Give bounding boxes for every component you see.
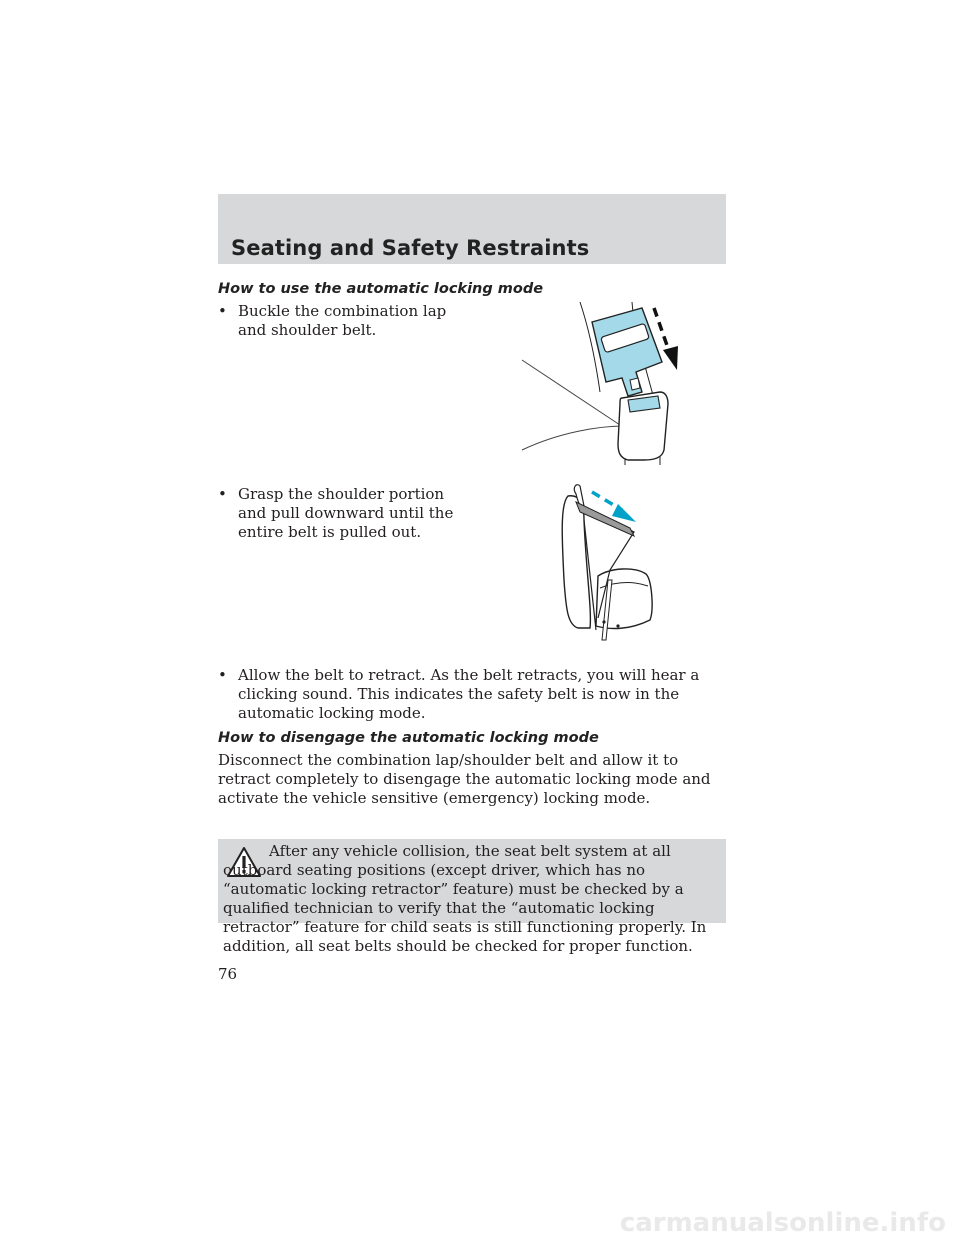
bullet-dot: • xyxy=(218,302,227,320)
disengage-heading: How to disengage the automatic locking mode xyxy=(218,730,599,746)
warning-text: After any vehicle collision, the seat belt system at all outboard seating positions (except driver, which has no “automatic locking retractor” feature) must be checked by a qualified technician to verify that the “automatic locking retractor” feature for child seats is still functioning properly. In addition, all seat belts should be checked for proper function. xyxy=(223,842,707,955)
watermark: carmanualsonline.info xyxy=(619,1208,946,1238)
seat-illustration xyxy=(550,480,710,645)
bullet-dot: • xyxy=(218,485,227,503)
bullet-buckle xyxy=(218,302,468,340)
bullet-text: Buckle the combination lap and shoulder belt. xyxy=(238,302,447,339)
bullet-retract xyxy=(218,666,726,723)
disengage-paragraph: Disconnect the combination lap/shoulder belt and allow it to retract completely to disengage the automatic locking mode and activate the vehicle sensitive (emergency) locking mode. xyxy=(218,751,711,807)
use-heading: How to use the automatic locking mode xyxy=(218,281,544,297)
page-number: 76 xyxy=(218,965,238,983)
section-title: Seating and Safety Restraints xyxy=(231,236,590,260)
bullet-text: Allow the belt to retract. As the belt retracts, you will hear a clicking sound. This indicates the safety belt is now in the automatic locking mode. xyxy=(238,666,700,722)
buckle-illustration xyxy=(520,300,690,468)
bullet-grasp xyxy=(218,485,468,542)
bullet-dot: • xyxy=(218,666,227,684)
bullet-text: Grasp the shoulder portion and pull downward until the entire belt is pulled out. xyxy=(238,485,454,541)
